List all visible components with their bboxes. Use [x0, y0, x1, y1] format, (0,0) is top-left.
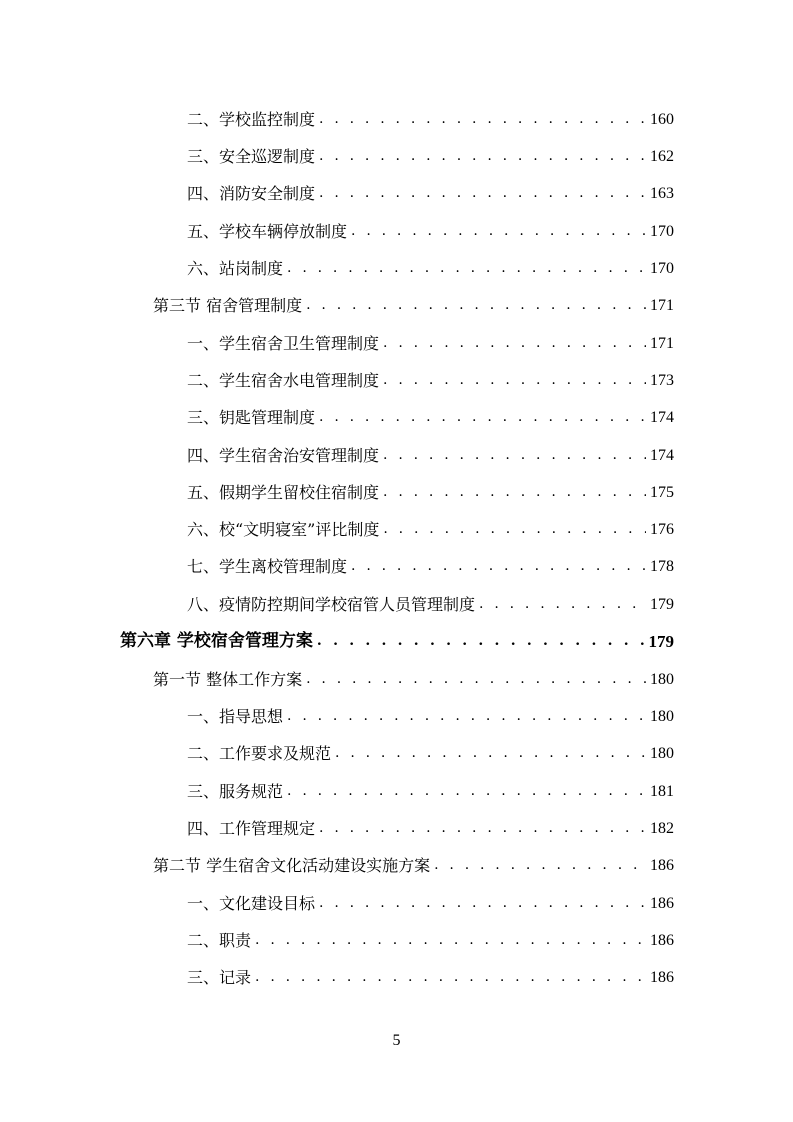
toc-entry[interactable] [187, 698, 674, 735]
toc-entry-label: 二、学生宿舍水电管理制度 [187, 371, 380, 390]
toc-entry-label: 三、钥匙管理制度 [187, 408, 316, 427]
toc-entry-page: 182 [650, 820, 674, 837]
toc-entry-page: 180 [650, 708, 674, 725]
toc-entry[interactable] [187, 959, 674, 996]
toc-entry-label: 一、指导思想 [187, 707, 284, 726]
toc-entry-page: 176 [650, 521, 674, 538]
toc-entry[interactable] [187, 810, 674, 847]
toc-entry[interactable] [187, 735, 674, 772]
toc-entry-label: 三、服务规范 [187, 782, 284, 801]
toc-entry-page: 186 [650, 932, 674, 949]
toc-leader-dots [351, 548, 646, 585]
toc-entry-page: 170 [650, 223, 674, 240]
toc-entry[interactable] [187, 362, 674, 399]
toc-entry[interactable] [187, 511, 674, 548]
toc-entry-label: 二、学校监控制度 [187, 110, 316, 129]
toc-entry[interactable] [187, 922, 674, 959]
toc-leader-dots [306, 661, 646, 698]
toc-leader-dots [317, 623, 645, 660]
toc-entry-page: 170 [650, 260, 674, 277]
toc-entry-label: 六、站岗制度 [187, 259, 284, 278]
toc-leader-dots [383, 325, 646, 362]
toc-entry-label: 二、工作要求及规范 [187, 744, 332, 763]
toc-leader-dots [287, 250, 646, 287]
toc-entry[interactable] [187, 325, 674, 362]
toc-entry[interactable] [187, 399, 674, 436]
toc-leader-dots [306, 287, 646, 324]
toc-entry-label: 三、记录 [187, 968, 252, 987]
toc-entry[interactable] [187, 213, 674, 250]
toc-entry[interactable] [187, 437, 674, 474]
toc-entry-label: 四、消防安全制度 [187, 184, 316, 203]
toc-leader-dots [319, 885, 646, 922]
toc-entry-page: 186 [650, 895, 674, 912]
toc-entry-label: 一、学生宿舍卫生管理制度 [187, 334, 380, 353]
toc-entry-label: 第三节 宿舍管理制度 [153, 296, 303, 315]
toc-entry-page: 173 [650, 372, 674, 389]
toc-entry[interactable] [187, 138, 674, 175]
toc-entry-page: 171 [650, 335, 674, 352]
toc-entry-page: 175 [650, 484, 674, 501]
toc-entry-label: 五、假期学生留校住宿制度 [187, 483, 380, 502]
toc-entry-page: 180 [650, 671, 674, 688]
toc-entry[interactable] [187, 250, 674, 287]
toc-entry-page: 180 [650, 745, 674, 762]
toc-entry[interactable] [153, 661, 674, 698]
toc-entry[interactable] [187, 773, 674, 810]
toc-entry-label: 第一节 整体工作方案 [153, 670, 303, 689]
toc-entry-page: 179 [650, 596, 674, 613]
toc-leader-dots [383, 511, 646, 548]
toc-leader-dots [319, 810, 646, 847]
toc-leader-dots [319, 399, 646, 436]
toc-leader-dots [351, 213, 646, 250]
toc-leader-dots [319, 138, 646, 175]
toc-entry[interactable] [187, 175, 674, 212]
toc-leader-dots [319, 101, 646, 138]
toc-leader-dots [383, 437, 646, 474]
toc-entry-page: 186 [650, 857, 674, 874]
toc-entry-label: 三、安全巡逻制度 [187, 147, 316, 166]
toc-entry-label: 第六章 学校宿舍管理方案 [120, 631, 313, 651]
toc-leader-dots [287, 698, 646, 735]
toc-entry-label: 五、学校车辆停放制度 [187, 222, 348, 241]
toc-entry-page: 174 [650, 447, 674, 464]
toc-entry-page: 181 [650, 783, 674, 800]
toc-entry-label: 四、工作管理规定 [187, 819, 316, 838]
toc-leader-dots [434, 847, 646, 884]
toc-entry-page: 186 [650, 969, 674, 986]
toc-entry-page: 171 [650, 297, 674, 314]
toc-entry-label: 六、校“文明寝室”评比制度 [187, 520, 380, 539]
toc-entry[interactable] [153, 287, 674, 324]
toc-entry-page: 178 [650, 558, 674, 575]
toc-leader-dots [319, 175, 646, 212]
toc-entry-page: 160 [650, 111, 674, 128]
toc-leader-dots [383, 474, 646, 511]
toc-entry-page: 179 [648, 632, 674, 651]
toc-leader-dots [335, 735, 646, 772]
toc-entry-page: 162 [650, 148, 674, 165]
toc-entry[interactable] [187, 474, 674, 511]
toc-leader-dots [383, 362, 646, 399]
toc-entry[interactable] [187, 586, 674, 623]
toc-entry-page: 163 [650, 185, 674, 202]
toc-entry-label: 七、学生离校管理制度 [187, 557, 348, 576]
toc-leader-dots [255, 922, 646, 959]
toc-entry-label: 二、职责 [187, 931, 252, 950]
toc-leader-dots [287, 773, 646, 810]
toc-entry[interactable] [187, 101, 674, 138]
toc-leader-dots [479, 586, 646, 623]
toc-leader-dots [255, 959, 646, 996]
toc-entry-label: 四、学生宿舍治安管理制度 [187, 446, 380, 465]
toc-entry-label: 一、文化建设目标 [187, 894, 316, 913]
page-number: 5 [392, 1032, 401, 1049]
toc-entry[interactable] [187, 885, 674, 922]
toc-entry-page: 174 [650, 409, 674, 426]
toc-entry-label: 第二节 学生宿舍文化活动建设实施方案 [153, 856, 431, 875]
toc-chapter-entry[interactable] [120, 623, 674, 660]
toc-entry[interactable] [187, 548, 674, 585]
toc-entry[interactable] [153, 847, 674, 884]
toc-entry-label: 八、疫情防控期间学校宿管人员管理制度 [187, 595, 476, 614]
